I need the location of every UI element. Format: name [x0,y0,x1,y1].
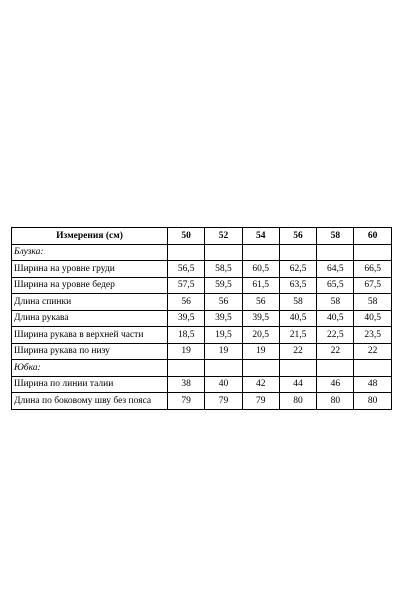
measurement-value: 19 [168,343,205,360]
empty-cell [279,360,316,377]
size-header: 52 [205,228,242,245]
measurement-value: 40,5 [317,310,354,327]
table-body [12,244,392,409]
size-header: 56 [279,228,316,245]
header-label: Измерения (см) [12,228,168,245]
size-chart-table [11,227,392,410]
table-row [12,277,392,294]
measurement-label: Длина по боковому шву без пояса [12,393,168,410]
measurement-value: 19 [242,343,279,360]
measurement-value: 40,5 [279,310,316,327]
empty-cell [242,360,279,377]
size-header: 54 [242,228,279,245]
measurement-value: 22 [317,343,354,360]
measurement-label: Длина спинки [12,294,168,311]
measurement-label: Ширина на уровне бедер [12,277,168,294]
measurement-value: 22 [279,343,316,360]
measurement-value: 57,5 [168,277,205,294]
empty-cell [168,244,205,261]
measurement-value: 19 [205,343,242,360]
empty-cell [168,360,205,377]
header-row [12,228,392,245]
measurement-label: Ширина рукава по низу [12,343,168,360]
measurement-value: 38 [168,376,205,393]
empty-cell [317,244,354,261]
measurement-value: 58 [317,294,354,311]
measurement-value: 58 [354,294,391,311]
measurement-value: 65,5 [317,277,354,294]
empty-cell [317,360,354,377]
measurement-value: 46 [317,376,354,393]
measurement-value: 60,5 [242,261,279,278]
section-title: Блузка: [12,244,168,261]
measurement-value: 21,5 [279,327,316,344]
measurement-value: 63,5 [279,277,316,294]
section-row [12,244,392,261]
measurement-value: 61,5 [242,277,279,294]
size-header: 60 [354,228,391,245]
measurement-value: 40 [205,376,242,393]
measurement-label: Ширина рукава в верхней части [12,327,168,344]
table-row [12,294,392,311]
measurement-value: 40,5 [354,310,391,327]
empty-cell [205,244,242,261]
table-row [12,393,392,410]
measurement-value: 79 [168,393,205,410]
measurement-value: 64,5 [317,261,354,278]
measurement-value: 66,5 [354,261,391,278]
measurement-value: 23,5 [354,327,391,344]
measurement-value: 56 [168,294,205,311]
measurement-value: 42 [242,376,279,393]
measurement-value: 58,5 [205,261,242,278]
empty-cell [242,244,279,261]
measurement-value: 59,5 [205,277,242,294]
empty-cell [205,360,242,377]
measurement-value: 80 [354,393,391,410]
measurement-value: 20,5 [242,327,279,344]
measurement-value: 44 [279,376,316,393]
measurement-value: 56,5 [168,261,205,278]
measurement-value: 48 [354,376,391,393]
table-row [12,327,392,344]
table-row [12,343,392,360]
measurement-value: 58 [279,294,316,311]
empty-cell [279,244,316,261]
measurement-label: Ширина на уровне груди [12,261,168,278]
table-row [12,310,392,327]
table-row [12,261,392,278]
section-title: Юбка: [12,360,168,377]
measurement-value: 18,5 [168,327,205,344]
empty-cell [354,360,391,377]
measurement-value: 22,5 [317,327,354,344]
measurement-value: 67,5 [354,277,391,294]
measurement-value: 56 [242,294,279,311]
table-row [12,376,392,393]
measurement-value: 79 [242,393,279,410]
measurement-label: Длина рукава [12,310,168,327]
measurement-value: 39,5 [205,310,242,327]
measurement-value: 19,5 [205,327,242,344]
measurement-value: 56 [205,294,242,311]
measurement-value: 79 [205,393,242,410]
measurement-value: 80 [317,393,354,410]
empty-cell [354,244,391,261]
measurement-label: Ширина по линии талии [12,376,168,393]
measurement-value: 39,5 [242,310,279,327]
size-header: 50 [168,228,205,245]
measurement-value: 62,5 [279,261,316,278]
measurement-value: 80 [279,393,316,410]
measurement-value: 39,5 [168,310,205,327]
size-header: 58 [317,228,354,245]
measurement-value: 22 [354,343,391,360]
section-row [12,360,392,377]
